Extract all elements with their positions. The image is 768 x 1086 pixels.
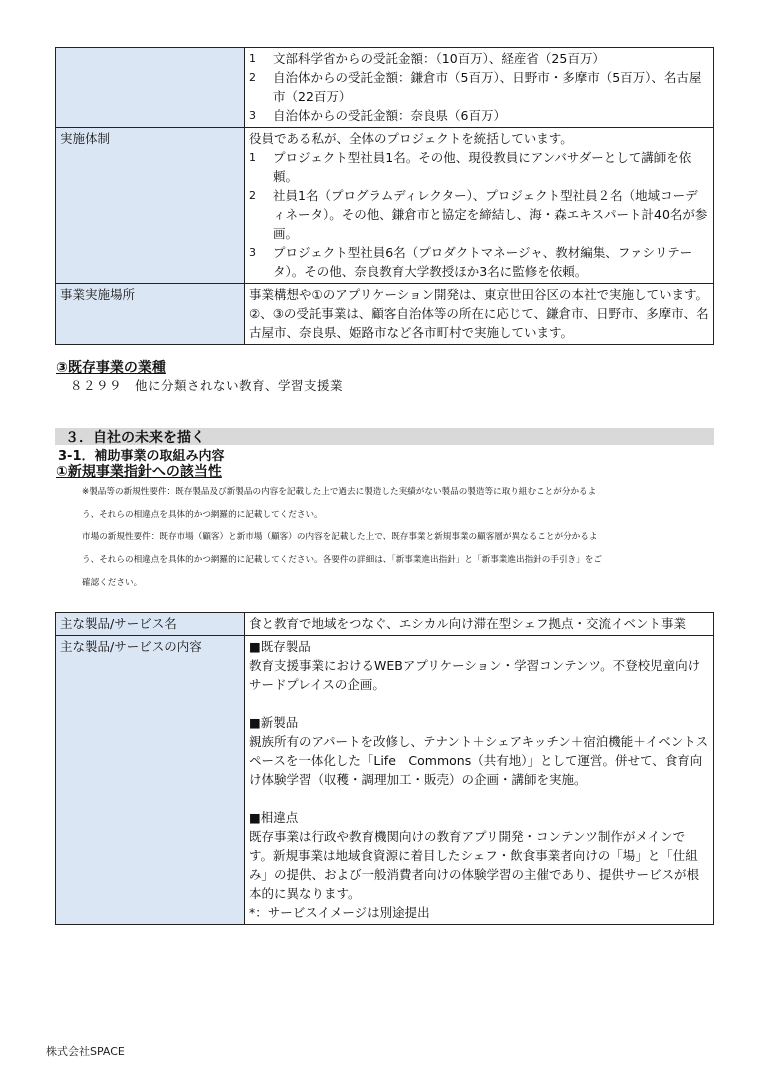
item-number: 2 [249, 71, 256, 84]
row-label-blank [56, 48, 245, 128]
funding-structure-table [55, 47, 714, 345]
list-item [249, 106, 709, 125]
existing-product-heading: ■既存製品 [249, 639, 311, 654]
product-content-label: 主な製品/サービスの内容 [56, 636, 245, 925]
list-item [249, 148, 709, 186]
list-item [249, 49, 709, 68]
guideline-note: う、それらの相違点を具体的かつ網羅的に記載してください。各要件の詳細は、「新事業進出指針」と「新事業進出指針の手引き」をご [82, 555, 602, 565]
existing-product-text: 教育支援事業におけるWEBアプリケーション・学習コンテンツ。不登校児童向けサードプレイスの企画。 [249, 658, 701, 692]
implementation-cell [245, 128, 714, 284]
location-cell [245, 284, 714, 345]
product-name-value: 食と教育で地域をつなぐ、エシカル向け滞在型シェフ拠点・交流イベント事業 [245, 613, 714, 636]
list-item [249, 68, 709, 106]
product-content-cell [245, 636, 714, 925]
item-text: 文部科学省からの受託金額：（10百万）、経産省（25百万） [273, 51, 605, 66]
guideline-note: 市場の新規性要件：既存市場（顧客）と新市場（顧客）の内容を記載した上で、既存事業と新規事業の顧客層が異なることが分かるよ [82, 532, 598, 542]
new-product-heading: ■新製品 [249, 715, 299, 730]
service-image-footnote: *：サービスイメージは別途提出 [249, 905, 430, 920]
item-text: プロジェクト型社員6名（プロダクトマネージャ、教材編集、ファシリテータ）。その他、奈良教育大学教授ほか3名に監修を依頼。 [273, 245, 693, 279]
item-text: 自治体からの受託金額：鎌倉市（5百万）、日野市・多摩市（5百万）、名古屋市（22百万） [273, 70, 702, 104]
table-row [56, 284, 714, 345]
funding-amounts-cell [245, 48, 714, 128]
table-row [56, 636, 714, 925]
item-number: 2 [249, 189, 256, 202]
item-number: 1 [249, 52, 256, 65]
item-number: 1 [249, 151, 256, 164]
existing-industry-heading: ③既存事業の業種 [56, 360, 166, 376]
section-title: ３．自社の未来を描く [65, 430, 205, 446]
item-text: 自治体からの受託金額：奈良県（6百万） [273, 108, 506, 123]
product-name-label: 主な製品/サービス名 [56, 613, 245, 636]
existing-industry-text: ８２９９ 他に分類されない教育、学習支援業 [70, 378, 344, 393]
guideline-note: ※製品等の新規性要件：既存製品及び新製品の内容を記載した上で過去に製造した実績がない製品の製造等に取り組むことが分かるよ [82, 487, 597, 497]
guideline-note: う、それらの相違点を具体的かつ網羅的に記載してください。 [82, 510, 323, 520]
item-text: 社員1名（プログラムディレクター）、プロジェクト型社員２名（地域コーディネータ）。その他、鎌倉市と協定を締結し、海・森エキスパート計40名が参画。 [273, 188, 708, 241]
row-label-location: 事業実施場所 [56, 284, 245, 345]
section-title-bar [55, 428, 714, 445]
implementation-intro: 役員である私が、全体のプロジェクトを統括しています。 [249, 131, 573, 146]
item-text: プロジェクト型社員1名。その他、現役教員にアンバサダーとして講師を依頼。 [273, 150, 692, 184]
location-para-1: 事業構想や①のアプリケーション開発は、東京世田谷区の本社で実施しています。 [249, 287, 708, 302]
list-item [249, 243, 709, 281]
item-number: 3 [249, 109, 256, 122]
location-para-2: ②、③の受託事業は、顧客自治体等の所在に応じて、鎌倉市、日野市、多摩市、名古屋市、奈良県、姫路市など各市町村で実施しています。 [249, 306, 709, 340]
table-row [56, 128, 714, 284]
difference-heading: ■相違点 [249, 810, 299, 825]
new-product-text: 親族所有のアパートを改修し、テナント＋シェアキッチン＋宿泊機能＋イベントスペースを一体化した「Life Commons（共有地）」として運営。併せて、食育向け体験学習（収穫・調理加工・販売）の企画・講師を実施。 [249, 734, 709, 787]
item-number: 3 [249, 246, 256, 259]
new-business-heading: ①新規事業指針への該当性 [56, 464, 222, 480]
difference-text: 既存事業は行政や教育機関向けの教育アプリ開発・コンテンツ制作がメインです。新規事業は地域食資源に着目したシェフ・飲食事業者向けの「場」と「仕組み」の提供、および一般消費者向けの体験学習の主催であり、提供サービスが根本的に異なります。 [249, 829, 700, 901]
row-label-implementation: 実施体制 [56, 128, 245, 284]
list-item [249, 186, 709, 243]
subsection-title: 3-1．補助事業の取組み内容 [58, 449, 225, 464]
company-footer: 株式会社SPACE [46, 1045, 125, 1058]
table-row [56, 48, 714, 128]
guideline-note: 確認ください。 [82, 578, 143, 588]
table-row [56, 613, 714, 636]
product-service-table [55, 612, 714, 925]
